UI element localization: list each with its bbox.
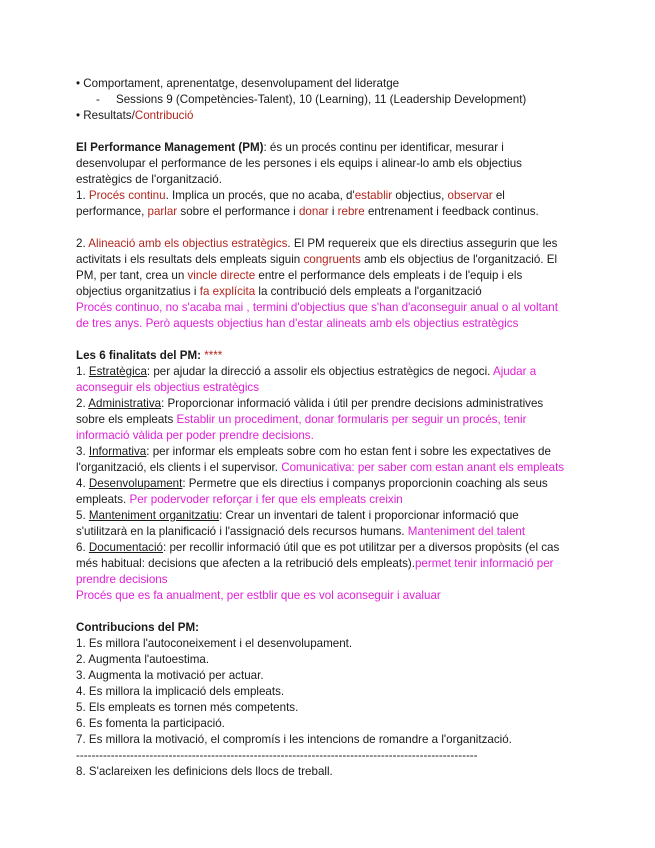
finalitat-6-line1 bbox=[76, 540, 596, 556]
pm-definition-line2: desenvolupar el performance de les persones i els equips i alinear-lo amb els objectius bbox=[76, 157, 522, 170]
finalitat-6-line3: prendre decisions bbox=[76, 573, 168, 586]
f1-pink1: Ajudar a bbox=[492, 365, 537, 378]
contribucio-item: 5. Els empleats es tornen més competents. bbox=[76, 701, 299, 714]
p2-num: 2. bbox=[76, 237, 89, 250]
p2-l2-r1: congruents bbox=[303, 253, 361, 266]
f5-l1: : Crear un inventari de talent i proporcionar informació que bbox=[219, 509, 519, 522]
f2-pink2: Establir un procediment, donar formularis per seguir un procés, tenir bbox=[176, 413, 527, 426]
contribucio-item: 6. Es fomenta la participació. bbox=[76, 717, 225, 730]
f2-name: Administrativa bbox=[88, 397, 162, 410]
f3-l2: l'organització, els clients i el supervisor. bbox=[76, 461, 282, 474]
contribucio-item-8: 8. S'aclareixen les definicions dels llocs de treball. bbox=[76, 765, 333, 778]
separator-line: -------------------------------------------------------------------------------------------------------- bbox=[76, 749, 478, 762]
f4-num: 4. bbox=[76, 477, 89, 490]
f6-l2: més habitual: decisions que afecten a la retribució dels empleats). bbox=[76, 557, 415, 570]
f1-num: 1. bbox=[76, 365, 89, 378]
finalitats-heading bbox=[76, 348, 596, 364]
contribucio-item: 2. Augmenta l'autoestima. bbox=[76, 653, 210, 666]
contribucio-item: 3. Augmenta la motivació per actuar. bbox=[76, 669, 264, 682]
p2-l3-t2: entre el performance dels empleats i de l'equip i els bbox=[255, 269, 523, 282]
finalitat-5-line1 bbox=[76, 508, 596, 524]
finalitat-2-line3: informació vàlida per poder prendre decisions. bbox=[76, 429, 314, 442]
pm-note-line1: Procés continuo, no s'acaba mai , termini d'objectius que s'han d'aconseguir anual o al voltant bbox=[76, 301, 558, 314]
finalitat-3-line2 bbox=[76, 460, 596, 476]
contribucio-item: 7. Es millora la motivació, el compromís i les intencions de romandre a l'organització. bbox=[76, 733, 512, 746]
finalitat-4-line1 bbox=[76, 476, 596, 492]
p1-red: Procés continu bbox=[88, 189, 166, 202]
results-prefix: • Resultats/ bbox=[76, 109, 135, 122]
f4-name: Desenvolupament bbox=[88, 477, 183, 490]
finalitat-2-line1 bbox=[76, 396, 596, 412]
contribucio-item: 4. Es millora la implicació dels empleats. bbox=[76, 685, 285, 698]
p1-l2-t1: performance, bbox=[76, 205, 148, 218]
f2-num: 2. bbox=[76, 397, 89, 410]
contribucio-item: 1. Es millora l'autoconeixement i el desenvolupament. bbox=[76, 637, 353, 650]
p2-red: Alineació amb els objectius estratègics bbox=[88, 237, 288, 250]
p2-l4-r1: fa explícita bbox=[199, 285, 256, 298]
pm-point2-line1 bbox=[76, 236, 596, 252]
p2-l3-t1: PM, per tant, crea un bbox=[76, 269, 188, 282]
pm-note-line2: de tres anys. Però aquests objectius han d'estar alineats amb els objectius estratègics bbox=[76, 317, 519, 330]
document-body bbox=[76, 76, 596, 780]
p1-l2-r2: donar bbox=[298, 205, 329, 218]
dash-marker: - bbox=[96, 93, 100, 106]
pm-point2-line3 bbox=[76, 268, 596, 284]
f5-name: Manteniment organitzatiu bbox=[88, 509, 220, 522]
finalitat-1-line2: aconseguir els objectius estratègics bbox=[76, 381, 260, 394]
finalitat-3-line1 bbox=[76, 444, 596, 460]
f5-l2: s'utilitzarà en la planificació i l'assignació dels recursos humans. bbox=[76, 525, 408, 538]
p1-l2-r3: rebre bbox=[337, 205, 365, 218]
pm-point2-line2 bbox=[76, 252, 596, 268]
f3-name: Informativa bbox=[88, 445, 147, 458]
f6-name: Documentació bbox=[88, 541, 163, 554]
p2-l3-r1: vincle directe bbox=[187, 269, 256, 282]
finalitats-stars: **** bbox=[200, 349, 223, 362]
p1-l2-t2: sobre el performance i bbox=[177, 205, 299, 218]
f6-l1: : per recollir informació útil que es pot utilitzar per a diversos propòsits (el cas bbox=[163, 541, 560, 554]
f6-pink2: permet tenir informació per bbox=[414, 557, 554, 570]
p1-t3: el bbox=[492, 189, 505, 202]
f6-num: 6. bbox=[76, 541, 89, 554]
p2-l4-t1: objectius organitzatius i bbox=[76, 285, 200, 298]
f1-name: Estratègica bbox=[88, 365, 147, 378]
p2-t1: . El PM requereix que els directius assegurin que les bbox=[287, 237, 558, 250]
finalitat-6-line2 bbox=[76, 556, 596, 572]
f2-l2: sobre els empleats bbox=[76, 413, 177, 426]
pm-point2-line4 bbox=[76, 284, 596, 300]
f4-l1: : Permetre que els directius i companys proporcionin coaching als seus bbox=[182, 477, 548, 490]
sessions-text: Sessions 9 (Competències-Talent), 10 (Learning), 11 (Leadership Development) bbox=[116, 93, 527, 106]
results-contribution: Contribució bbox=[134, 109, 194, 122]
pm-title: El Performance Management (PM) bbox=[76, 141, 264, 154]
p2-l2-t1: activitats i els resultats dels empleats siguin bbox=[76, 253, 304, 266]
p1-l2-t3: i bbox=[328, 205, 338, 218]
finalitat-1-line1 bbox=[76, 364, 596, 380]
finalitats-closing-note: Procés que es fa anualment, per estblir que es vol aconseguir i avaluar bbox=[76, 589, 441, 602]
p1-num: 1. bbox=[76, 189, 89, 202]
p1-l2-t4: entrenament i feedback continus. bbox=[364, 205, 539, 218]
finalitats-title: Les 6 finalitats del PM: bbox=[76, 349, 201, 362]
f4-l2: empleats. bbox=[76, 493, 130, 506]
f5-num: 5. bbox=[76, 509, 89, 522]
f1-l1: : per ajudar la direcció a assolir els objectius estratègics de negoci. bbox=[146, 365, 493, 378]
bullet-results bbox=[76, 108, 596, 124]
f2-l1: : Proporcionar informació vàlida i útil per prendre decisions administratives bbox=[161, 397, 544, 410]
finalitat-5-line2 bbox=[76, 524, 596, 540]
p1-t2: objectius, bbox=[392, 189, 448, 202]
sub-bullet-sessions bbox=[76, 92, 596, 108]
p1-l2-r1: parlar bbox=[147, 205, 178, 218]
pm-definition-line1 bbox=[76, 140, 596, 156]
p1-r3: observar bbox=[447, 189, 493, 202]
p2-l4-t2: la contribució dels empleats a l'organització bbox=[255, 285, 482, 298]
finalitat-2-line2 bbox=[76, 412, 596, 428]
pm-def-text: : és un procés continu per identificar, mesurar i bbox=[263, 141, 504, 154]
pm-point1-line1 bbox=[76, 188, 596, 204]
contribucions-title: Contribucions del PM: bbox=[76, 621, 200, 634]
finalitat-4-line2 bbox=[76, 492, 596, 508]
f3-l1: : per informar els empleats sobre com ho estan fent i sobre les expectatives de bbox=[146, 445, 551, 458]
bullet-leadership: • Comportament, aprenentatge, desenvolupament del lideratge bbox=[76, 77, 400, 90]
f5-pink2: Manteniment del talent bbox=[407, 525, 526, 538]
pm-point1-line2 bbox=[76, 204, 596, 220]
pm-definition-line3: estratègics de l'organització. bbox=[76, 173, 222, 186]
p1-r2: establir bbox=[354, 189, 393, 202]
p2-l2-t2: amb els objectius de l'organització. El bbox=[360, 253, 558, 266]
f3-num: 3. bbox=[76, 445, 89, 458]
p1-t1: . Implica un procés, que no acaba, d' bbox=[165, 189, 355, 202]
f3-pink2: Comunicativa: per saber com estan anant els empleats bbox=[281, 461, 565, 474]
f4-pink2: Per podervoder reforçar i fer que els empleats creixin bbox=[129, 493, 403, 506]
